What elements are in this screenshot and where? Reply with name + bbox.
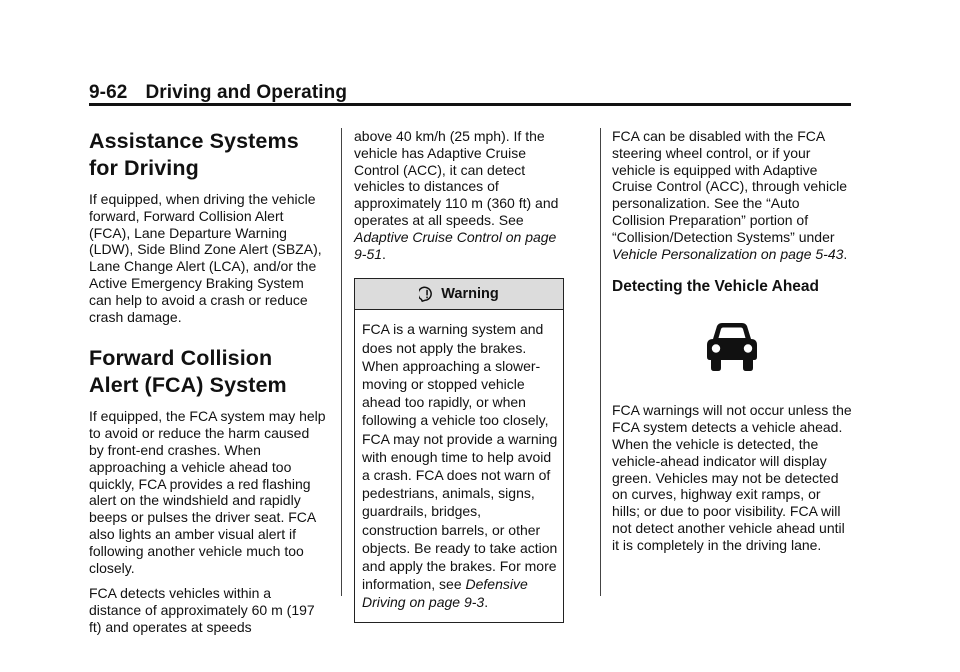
paragraph-acc [354,128,564,262]
vehicle-ahead-indicator [612,320,852,376]
warning-icon [419,286,435,302]
paragraph-detecting: FCA warnings will not occur unless the FCA system detects a vehicle ahead. When the vehicle is detected, the vehicle-ahead indicator will display green. Vehicles may not be detected on curves, highway exit ramps, or hills; or due to poor visibility. FCA will not detect another vehicle ahead until it is completely in the driving lane. [612,402,852,553]
cross-reference-vehicle-personalization[interactable]: Vehicle Personalization on page 5-43 [612,245,844,262]
heading-detecting-vehicle: Detecting the Vehicle Ahead [612,278,820,296]
column-3 [612,128,852,563]
section-title: Driving and Operating [145,82,348,103]
heading-assistance-systems: Assistance Systems for Driving [89,129,299,180]
header-rule [89,103,851,106]
paragraph-disable-fca [612,128,852,262]
page-header [89,82,347,104]
column-divider [600,128,601,596]
column-1 [89,128,327,645]
punctuation: . [484,594,489,611]
warning-body [355,310,563,621]
warning-box [354,278,564,622]
page-number: 9-62 [89,82,128,103]
warning-header [355,279,563,310]
punctuation: . [843,245,848,262]
warning-title: Warning [441,286,499,303]
paragraph-fca-1: If equipped, the FCA system may help to avoid or reduce the harm caused by front-end crashes. When approaching a vehicle ahead too quickly, FCA provides a red flashing alert on the windshield and rapidly beeps or pulses the driver seat. FCA also lights an amber visual alert if following another vehicle much too closely. [89,408,326,576]
cross-reference-acc[interactable]: Adaptive Cruise Control on page 9-51 [354,228,557,262]
vehicle-ahead-indicator-icon [702,320,762,374]
paragraph-acc-text: above 40 km/h (25 mph). If the vehicle has Adaptive Cruise Control (ACC), it can detect vehicles to distances of approximately 110 m (360 ft) and operates at all speeds. See [354,128,559,228]
paragraph-fca-2: FCA detects vehicles within a distance of approximately 60 m (197 ft) and operates at speeds [89,585,315,635]
paragraph-disable-text: FCA can be disabled with the FCA steering wheel control, or if your vehicle is equipped with Adaptive Cruise Control (ACC), through vehicle personalization. See the “Auto Collision Preparation” portion of “Collision/Detection Systems” under [612,128,847,245]
paragraph-assistance: If equipped, when driving the vehicle forward, Forward Collision Alert (FCA), Lane Departure Warning (LDW), Side Blind Zone Alert (SBZA), Lane Change Alert (LCA), and/or the Active Emergency Braking System can help to avoid a crash or reduce crash damage. [89,191,322,325]
heading-fca-system: Forward Collision Alert (FCA) System [89,346,287,398]
cross-reference-defensive-driving[interactable]: Defensive Driving on page 9-3 [362,576,528,611]
warning-text: FCA is a warning system and does not apply the brakes. When approaching a slower-moving or stopped vehicle ahead too rapidly, or when following a vehicle too closely, FCA may not provide a warning with enough time to help avoid a crash. FCA does not warn of pedestrians, animals, signs, guardrails, bridges, construction barrels, or other objects. Be ready to take action and apply the brakes. For more information, see [362,321,558,593]
column-2 [354,128,564,623]
column-divider [341,128,342,596]
punctuation: . [382,245,386,262]
